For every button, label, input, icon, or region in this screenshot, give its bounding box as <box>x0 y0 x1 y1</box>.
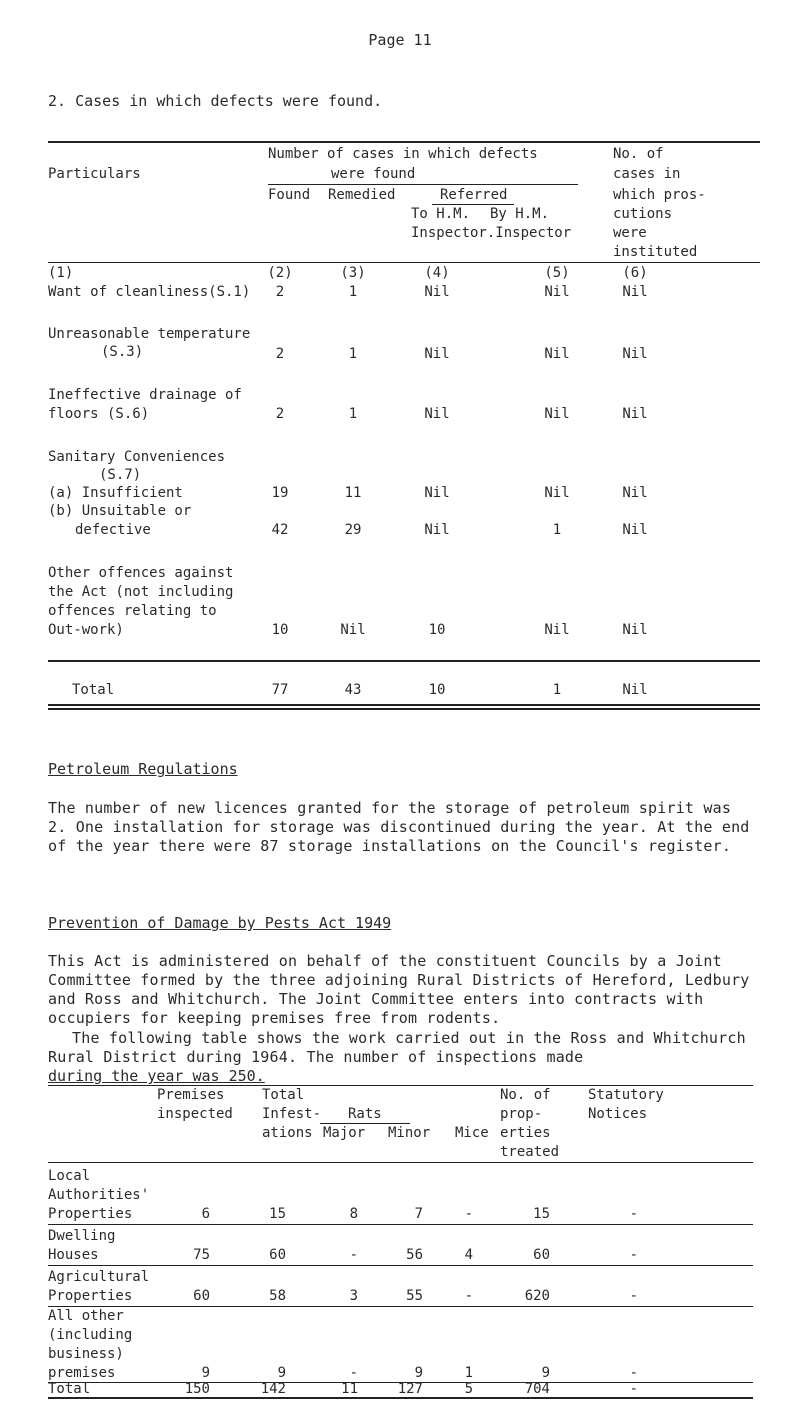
cell-remedied: 29 <box>344 522 362 538</box>
cell-prosecutions: Nil <box>622 406 648 422</box>
row-label-line4: premises <box>48 1365 116 1381</box>
row-rule <box>48 1265 753 1266</box>
cell-remedied: 1 <box>348 284 358 300</box>
row-label: Local <box>48 1168 91 1184</box>
header-properties-line3: erties <box>500 1125 551 1141</box>
pests-paragraph-1: This Act is administered on behalf of the constituent Councils by a Joint Committee formed by the three adjoining Rural Districts of Hereford, Ledbury and Ross and Whitchurch. The Joint Committee enters into contracts with occupiers for keeping premises free from rodents. <box>48 952 750 1027</box>
row-label-line3: offences relating to <box>48 603 217 619</box>
cell-mice: 1 <box>464 1365 473 1381</box>
petroleum-heading: Petroleum Regulations <box>48 760 238 778</box>
section-title: 2. Cases in which defects were found. <box>48 92 383 110</box>
cell-minor: 7 <box>414 1206 423 1222</box>
cell-referred-by: 1 <box>552 522 562 538</box>
header-inspectors: Inspector.Inspector <box>411 225 572 241</box>
header-particulars: Particulars <box>48 166 141 182</box>
header-total-line1: Total <box>262 1087 305 1103</box>
cell-premises: 6 <box>201 1206 210 1222</box>
row-label: All other <box>48 1308 124 1324</box>
total-referred-to: 10 <box>428 682 446 698</box>
row-label-line2: Authorities' <box>48 1187 150 1203</box>
cell-mice: - <box>464 1288 473 1304</box>
row-label-line2: the Act (not including <box>48 584 234 600</box>
total-infestations: 142 <box>260 1381 286 1397</box>
header-prosecutions-line6: instituted <box>613 244 698 260</box>
cell-properties: 9 <box>541 1365 550 1381</box>
header-prosecutions-line5: were <box>613 225 647 241</box>
cell-prosecutions: Nil <box>622 346 648 362</box>
total-found: 77 <box>271 682 289 698</box>
total-bottom-rule <box>48 704 760 706</box>
cell-total: 58 <box>269 1288 286 1304</box>
table2-top-rule <box>48 1085 753 1086</box>
total-minor: 127 <box>397 1381 423 1397</box>
row-label-line4: Out-work) <box>48 622 124 638</box>
cell-notices: - <box>629 1288 638 1304</box>
cell-referred-to: Nil <box>424 406 450 422</box>
row-rule <box>48 1224 753 1225</box>
header-to-hm: To H.M. <box>411 206 471 222</box>
row-label-line2: (S.7) <box>99 467 142 483</box>
cell-referred-to: Nil <box>424 346 450 362</box>
header-remedied: Remedied <box>328 187 396 203</box>
cell-found: 42 <box>271 522 289 538</box>
cell-major: 8 <box>349 1206 358 1222</box>
cell-minor: 9 <box>414 1365 423 1381</box>
cell-premises: 9 <box>201 1365 210 1381</box>
header-rats: Rats <box>348 1106 382 1122</box>
cell-notices: - <box>629 1365 638 1381</box>
cell-minor: 55 <box>406 1288 423 1304</box>
row-label: Ineffective drainage of <box>48 387 242 403</box>
cell-total: 9 <box>277 1365 286 1381</box>
header-mice: Mice <box>455 1125 489 1141</box>
table2-header-rule <box>48 1162 753 1163</box>
table2-bottom-rule <box>48 1397 753 1399</box>
header-prosecutions-line2: cases in <box>613 166 681 182</box>
header-underline-referred <box>432 204 514 205</box>
row-label: Want of cleanliness(S.1) <box>48 284 251 300</box>
header-total-line3: ations <box>262 1125 313 1141</box>
header-rats-underline <box>320 1123 410 1124</box>
cell-referred-by: Nil <box>544 622 570 638</box>
col-number-1: (1) <box>48 265 74 281</box>
pests-heading: Prevention of Damage by Pests Act 1949 <box>48 914 392 932</box>
cell-found: 19 <box>271 485 289 501</box>
total-label: Total <box>48 1381 91 1397</box>
row-label-line2: floors (S.6) <box>48 406 150 422</box>
header-total-line2: Infest- <box>262 1106 322 1122</box>
cell-properties: 15 <box>533 1206 550 1222</box>
total-major: 11 <box>341 1381 358 1397</box>
cell-found: 2 <box>275 406 285 422</box>
row-label: Unreasonable temperature <box>48 326 251 342</box>
header-properties-line2: prop- <box>500 1106 543 1122</box>
cell-premises: 60 <box>193 1288 210 1304</box>
cell-referred-to: 10 <box>428 622 446 638</box>
petroleum-paragraph: The number of new licences granted for the storage of petroleum spirit was 2. One installation for storage was discontinued during the year. At the end of the year there were 87 storage installations on the Council's register. <box>48 799 750 855</box>
row-label-line2: Houses <box>48 1247 99 1263</box>
cell-total: 60 <box>269 1247 286 1263</box>
total-top-rule <box>48 660 760 662</box>
header-underline-found <box>268 184 578 185</box>
row-label: (a) Insufficient <box>48 485 183 501</box>
cell-properties: 60 <box>533 1247 550 1263</box>
header-prosecutions-line3: which pros- <box>613 187 706 203</box>
row-label-line3: Properties <box>48 1206 133 1222</box>
cell-total: 15 <box>269 1206 286 1222</box>
cell-prosecutions: Nil <box>622 485 648 501</box>
row-label: (b) Unsuitable or <box>48 503 192 519</box>
header-statutory-line2: Notices <box>588 1106 648 1122</box>
total-prosecutions: Nil <box>622 682 648 698</box>
cell-notices: - <box>629 1247 638 1263</box>
cell-found: 2 <box>275 346 285 362</box>
cell-mice: - <box>464 1206 473 1222</box>
cell-referred-by: Nil <box>544 485 570 501</box>
total-remedied: 43 <box>344 682 362 698</box>
cell-referred-to: Nil <box>424 284 450 300</box>
header-statutory-line1: Statutory <box>588 1087 664 1103</box>
header-rats-minor: Minor <box>388 1125 431 1141</box>
pests-paragraph-2-end: during the year was 250. <box>48 1067 265 1085</box>
total-label: Total <box>72 682 115 698</box>
header-referred: Referred <box>440 187 508 203</box>
total-mice: 5 <box>464 1381 473 1397</box>
cell-referred-to: Nil <box>424 485 450 501</box>
cell-major: - <box>349 1365 358 1381</box>
col-number-6: (6) <box>622 265 648 281</box>
row-label-line2: (S.3) <box>101 344 144 360</box>
header-number-of-cases: Number of cases in which defects <box>268 146 538 162</box>
cell-referred-to: Nil <box>424 522 450 538</box>
cell-remedied: Nil <box>340 622 366 638</box>
page-number: Page 11 <box>368 31 432 49</box>
cell-prosecutions: Nil <box>622 284 648 300</box>
header-rats-major: Major <box>323 1125 366 1141</box>
row-label: Dwelling <box>48 1228 116 1244</box>
header-premises-line1: Premises <box>157 1087 225 1103</box>
cell-found: 10 <box>271 622 289 638</box>
row-label: Agricultural <box>48 1269 150 1285</box>
header-prosecutions-line1: No. of <box>613 146 664 162</box>
header-bottom-rule <box>48 262 760 263</box>
cell-remedied: 1 <box>348 406 358 422</box>
cell-mice: 4 <box>464 1247 473 1263</box>
header-were-found: were found <box>331 166 416 182</box>
cell-referred-by: Nil <box>544 346 570 362</box>
total-referred-by: 1 <box>552 682 562 698</box>
total-premises: 150 <box>184 1381 210 1397</box>
row-label-line2: (including <box>48 1327 133 1343</box>
row-label-line2: Properties <box>48 1288 133 1304</box>
row-label: Sanitary Conveniences <box>48 449 226 465</box>
table-top-rule <box>48 141 760 143</box>
col-number-2: (2) <box>267 265 293 281</box>
cell-minor: 56 <box>406 1247 423 1263</box>
cell-remedied: 11 <box>344 485 362 501</box>
row-rule <box>48 1306 753 1307</box>
total-bottom-rule-2 <box>48 708 760 710</box>
header-premises-line2: inspected <box>157 1106 233 1122</box>
cell-premises: 75 <box>193 1247 210 1263</box>
col-number-5: (5) <box>544 265 570 281</box>
row-label: Other offences against <box>48 565 234 581</box>
row-label-line2: defective <box>75 522 151 538</box>
header-properties-line4: treated <box>500 1144 560 1160</box>
header-by-hm: By H.M. <box>490 206 550 222</box>
cell-major: 3 <box>349 1288 358 1304</box>
cell-referred-by: Nil <box>544 284 570 300</box>
cell-notices: - <box>629 1206 638 1222</box>
row-label-line3: business) <box>48 1346 124 1362</box>
cell-properties: 620 <box>524 1288 550 1304</box>
pests-paragraph-2: The following table shows the work carried out in the Ross and Whitchurch Rural District during 1964. The number of inspections made <box>48 1029 746 1066</box>
header-properties-line1: No. of <box>500 1087 551 1103</box>
col-number-4: (4) <box>424 265 450 281</box>
cell-referred-by: Nil <box>544 406 570 422</box>
col-number-3: (3) <box>340 265 366 281</box>
total-properties: 704 <box>524 1381 550 1397</box>
header-prosecutions-line4: cutions <box>613 206 673 222</box>
cell-major: - <box>349 1247 358 1263</box>
cell-prosecutions: Nil <box>622 622 648 638</box>
total-notices: - <box>629 1381 638 1397</box>
cell-prosecutions: Nil <box>622 522 648 538</box>
cell-remedied: 1 <box>348 346 358 362</box>
header-found: Found <box>268 187 311 203</box>
cell-found: 2 <box>275 284 285 300</box>
